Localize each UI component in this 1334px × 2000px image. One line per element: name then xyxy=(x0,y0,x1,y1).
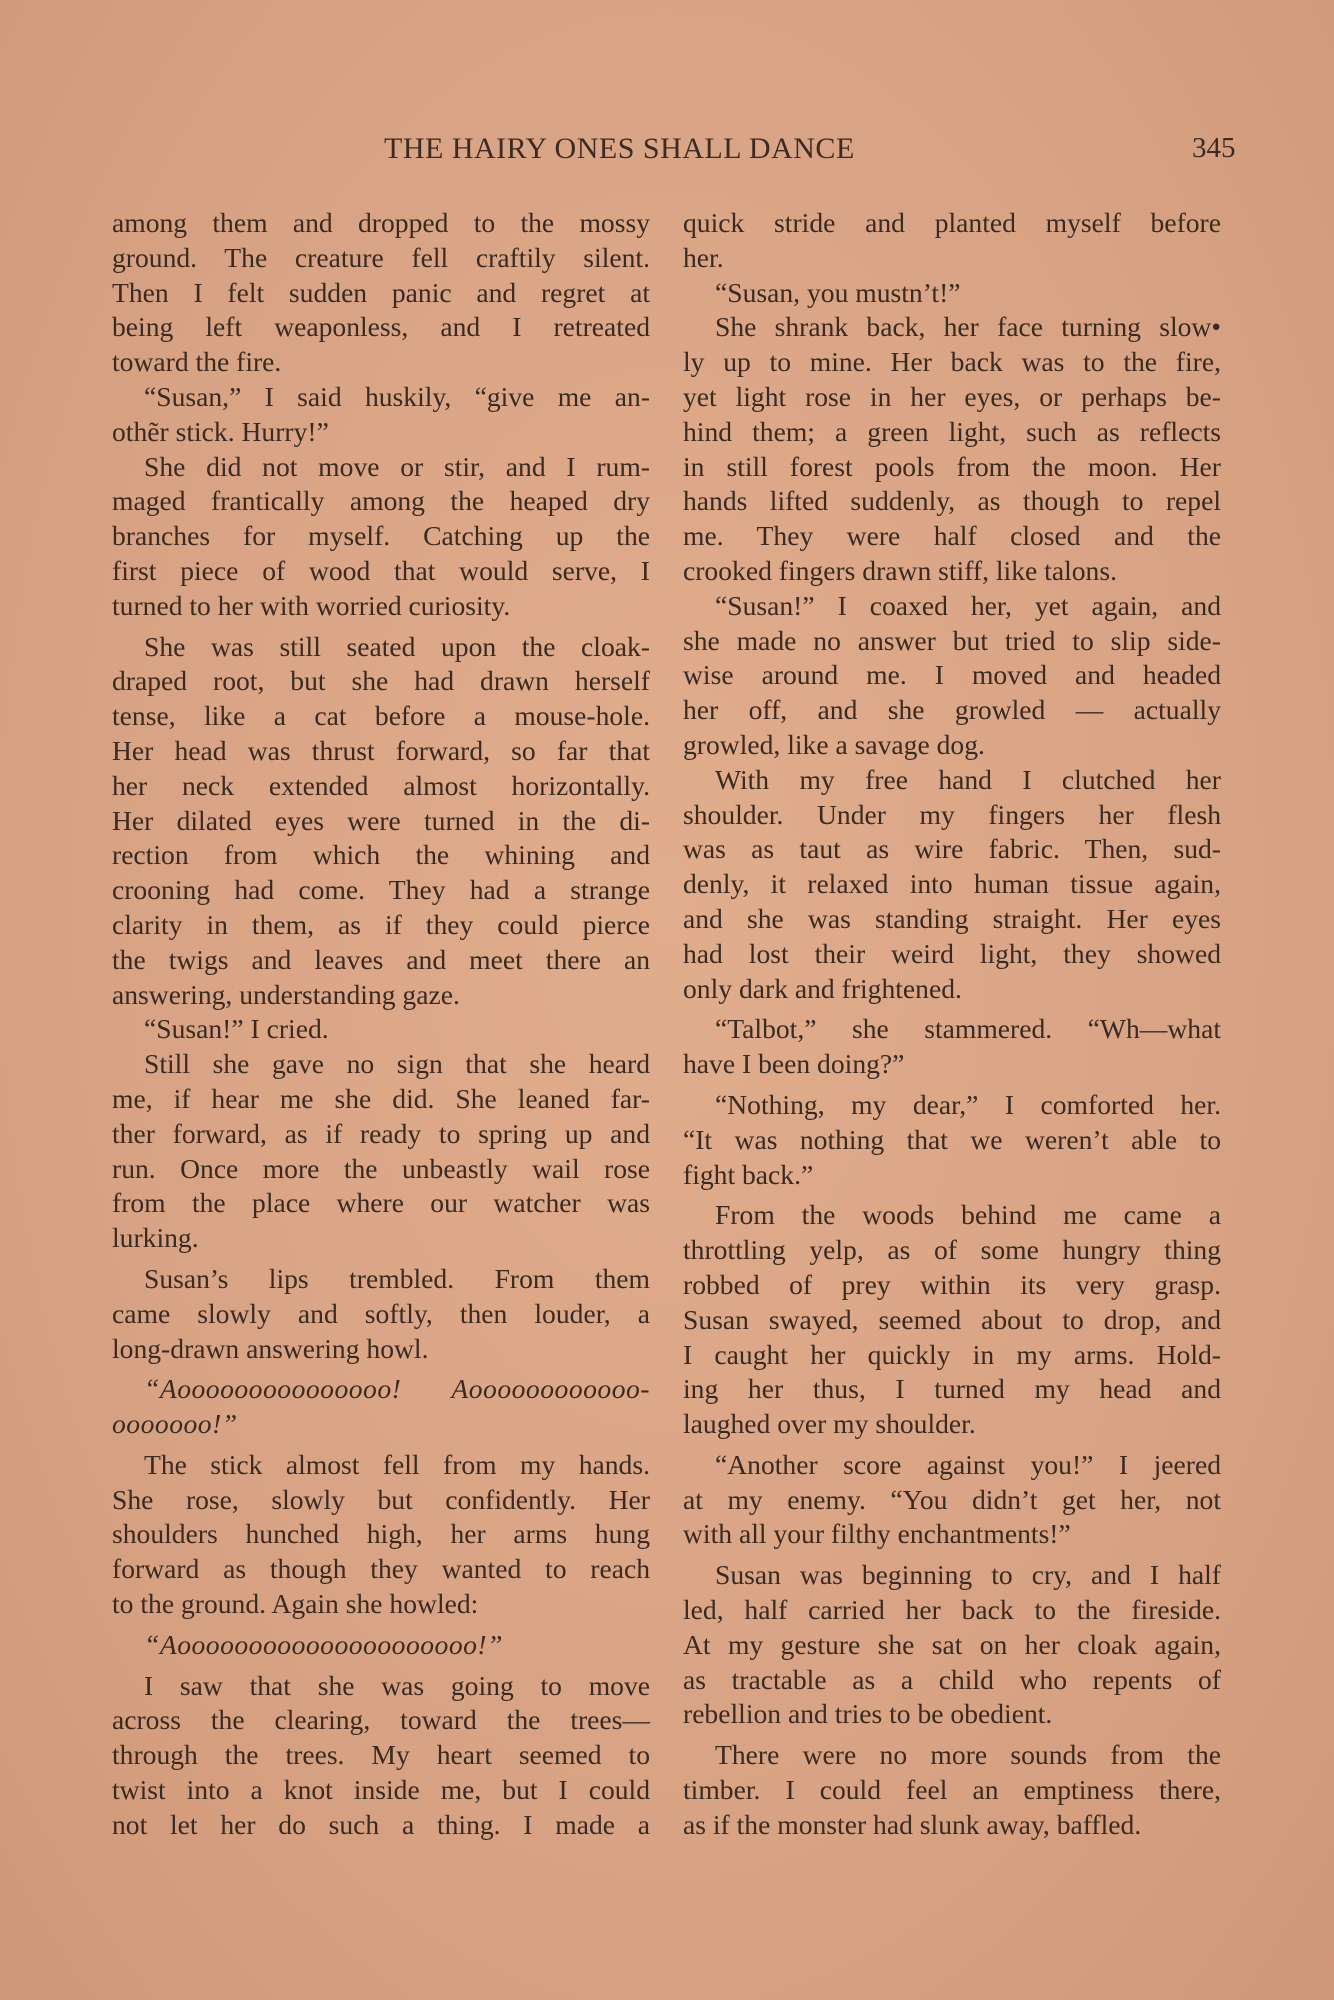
text-line: denly, it relaxed into human tissue again, xyxy=(683,868,1221,900)
text-line: ing her thus, I turned my head and xyxy=(683,1373,1221,1405)
paragraph xyxy=(683,1558,1221,1732)
text-line: timber. I could feel an emptiness there, xyxy=(683,1774,1221,1806)
text-line: The stick almost fell from my hands. xyxy=(144,1448,650,1480)
running-title: THE HAIRY ONES SHALL DANCE xyxy=(384,132,855,165)
text-line: ther forward, as if ready to spring up and xyxy=(112,1117,650,1149)
paragraph xyxy=(112,1669,650,1843)
text-line: with all your filthy enchantments!” xyxy=(683,1518,1071,1550)
paragraph xyxy=(683,1012,1221,1082)
text-line: answering, understanding gaze. xyxy=(112,978,460,1010)
paragraph xyxy=(683,1198,1221,1442)
right-column xyxy=(683,206,1221,1843)
paragraph xyxy=(112,1262,650,1366)
text-line: Susan was beginning to cry, and I half xyxy=(715,1559,1221,1591)
running-head xyxy=(0,132,1334,172)
text-line: have I been doing?” xyxy=(683,1048,905,1080)
text-line: Still she gave no sign that she heard xyxy=(144,1048,650,1080)
text-line: “Aooooooooooooooo! Aoooooooooooo- xyxy=(144,1373,650,1405)
text-line: at my enemy. “You didn’t get her, not xyxy=(683,1483,1221,1515)
text-line: her neck extended almost horizontally. xyxy=(112,769,650,801)
text-line: from the place where our watcher was xyxy=(112,1187,650,1219)
text-line: wise around me. I moved and headed xyxy=(683,659,1221,691)
text-line: “Susan,” I said huskily, “give me an- xyxy=(144,380,650,412)
text-line: long-drawn answering howl. xyxy=(112,1332,429,1364)
text-line: being left weaponless, and I retreated xyxy=(112,311,650,343)
text-line: shoulder. Under my fingers her flesh xyxy=(683,798,1221,830)
text-line: was as taut as wire fabric. Then, sud- xyxy=(683,833,1221,865)
text-line: crooning had come. They had a strange xyxy=(112,874,650,906)
text-line: “It was nothing that we weren’t able to xyxy=(683,1123,1221,1155)
paragraph xyxy=(112,1012,650,1047)
text-line: shoulders hunched high, her arms hung xyxy=(112,1518,650,1550)
text-line: She was still seated upon the cloak- xyxy=(144,630,650,662)
text-line: rebellion and tries to be obedient. xyxy=(683,1698,1053,1730)
text-line: She rose, slowly but confidently. Her xyxy=(112,1483,650,1515)
text-line: not let her do such a thing. I made a xyxy=(112,1808,650,1840)
text-line: crooked fingers drawn stiff, like talons. xyxy=(683,554,1117,586)
text-line: to the ground. Again she howled: xyxy=(112,1588,479,1620)
text-line: and she was standing straight. Her eyes xyxy=(683,902,1221,934)
text-line: “Another score against you!” I jeered xyxy=(715,1448,1221,1480)
text-line: “Susan, you mustn’t!” xyxy=(715,276,961,308)
text-line: Her dilated eyes were turned in the di- xyxy=(112,804,650,836)
paragraph xyxy=(112,1448,650,1622)
text-line: fight back.” xyxy=(683,1158,814,1190)
text-line: me, if hear me she did. She leaned far- xyxy=(112,1082,650,1114)
text-line: I caught her quickly in my arms. Hold- xyxy=(683,1338,1221,1370)
text-line: ly up to mine. Her back was to the fire, xyxy=(683,346,1221,378)
text-line: turned to her with worried curiosity. xyxy=(112,589,511,621)
text-line: twist into a knot inside me, but I could xyxy=(112,1774,650,1806)
text-line: draped root, but she had drawn herself xyxy=(112,665,650,697)
text-line: Susan swayed, seemed about to drop, and xyxy=(683,1303,1221,1335)
text-line: had lost their weird light, they showed xyxy=(683,937,1221,969)
text-line: ground. The creature fell craftily silent. xyxy=(112,241,650,273)
text-line: as tractable as a child who repents of xyxy=(683,1663,1221,1695)
left-column xyxy=(112,206,650,1843)
paragraph xyxy=(112,380,650,450)
paragraph xyxy=(112,1372,650,1442)
paragraph xyxy=(683,1448,1221,1552)
paragraph xyxy=(112,1628,650,1663)
text-line: Her head was thrust forward, so far that xyxy=(112,734,650,766)
text-line: run. Once more the unbeastly wail rose xyxy=(112,1152,650,1184)
paragraph xyxy=(683,1738,1221,1842)
text-line: From the woods behind me came a xyxy=(715,1199,1221,1231)
text-line: she made no answer but tried to slip side- xyxy=(683,624,1221,656)
text-line: She did not move or stir, and I rum- xyxy=(144,450,650,482)
text-line: There were no more sounds from the xyxy=(715,1739,1221,1771)
text-line: “Susan!” I coaxed her, yet again, and xyxy=(715,589,1221,621)
paragraph xyxy=(683,310,1221,588)
text-line: only dark and frightened. xyxy=(683,972,962,1004)
text-line: toward the fire. xyxy=(112,346,282,378)
text-line: growled, like a savage dog. xyxy=(683,728,985,760)
text-line: laughed over my shoulder. xyxy=(683,1408,976,1440)
text-line: through the trees. My heart seemed to xyxy=(112,1739,650,1771)
text-line: Then I felt sudden panic and regret at xyxy=(112,276,650,308)
text-line: me. They were half closed and the xyxy=(683,520,1221,552)
text-line: tense, like a cat before a mouse-hole. xyxy=(112,700,650,732)
text-line: With my free hand I clutched her xyxy=(715,763,1221,795)
page-number: 345 xyxy=(1192,132,1236,164)
paragraph xyxy=(683,763,1221,1007)
text-line: throttling yelp, as of some hungry thing xyxy=(683,1234,1221,1266)
text-line: among them and dropped to the mossy xyxy=(112,207,650,238)
text-line: “Aooooooooooooooooooooo!” xyxy=(144,1628,503,1660)
text-line: clarity in them, as if they could pierce xyxy=(112,908,650,940)
text-line: “Talbot,” she stammered. “Wh—what xyxy=(715,1013,1221,1045)
text-line: othẽr stick. Hurry!” xyxy=(112,415,329,447)
text-line: quick stride and planted myself before xyxy=(683,207,1221,238)
text-line: branches for myself. Catching up the xyxy=(112,520,650,552)
text-line: in still forest pools from the moon. Her xyxy=(683,450,1221,482)
text-line: rection from which the whining and xyxy=(112,839,650,871)
text-line: ooooooo!” xyxy=(112,1408,238,1440)
text-line: I saw that she was going to move xyxy=(144,1669,650,1701)
text-line: led, half carried her back to the fireside. xyxy=(683,1594,1221,1626)
paragraph xyxy=(112,206,650,380)
text-line: At my gesture she sat on her cloak again, xyxy=(683,1628,1221,1660)
text-line: yet light rose in her eyes, or perhaps be- xyxy=(683,380,1221,412)
text-line: hands lifted suddenly, as though to repel xyxy=(683,485,1221,517)
text-line: maged frantically among the heaped dry xyxy=(112,485,650,517)
paragraph xyxy=(683,206,1221,276)
text-line: robbed of prey within its very grasp. xyxy=(683,1268,1221,1300)
paragraph xyxy=(112,1047,650,1256)
text-line: She shrank back, her face turning slow• xyxy=(715,311,1221,343)
text-line: “Nothing, my dear,” I comforted her. xyxy=(715,1088,1221,1120)
text-line: across the clearing, toward the trees— xyxy=(112,1704,650,1736)
paragraph xyxy=(112,450,650,624)
text-line: her. xyxy=(683,241,724,273)
paragraph xyxy=(112,630,650,1013)
paragraph xyxy=(683,589,1221,763)
text-line: lurking. xyxy=(112,1222,199,1254)
text-line: came slowly and softly, then louder, a xyxy=(112,1297,650,1329)
text-line: “Susan!” I cried. xyxy=(144,1013,329,1045)
text-line: hind them; a green light, such as reflects xyxy=(683,415,1221,447)
text-line: her off, and she growled — actually xyxy=(683,694,1221,726)
text-line: as if the monster had slunk away, baffled. xyxy=(683,1808,1142,1840)
text-line: first piece of wood that would serve, I xyxy=(112,554,650,586)
paragraph xyxy=(683,1088,1221,1192)
text-line: forward as though they wanted to reach xyxy=(112,1553,650,1585)
text-line: the twigs and leaves and meet there an xyxy=(112,943,650,975)
paragraph xyxy=(683,276,1221,311)
text-line: Susan’s lips trembled. From them xyxy=(144,1262,650,1294)
